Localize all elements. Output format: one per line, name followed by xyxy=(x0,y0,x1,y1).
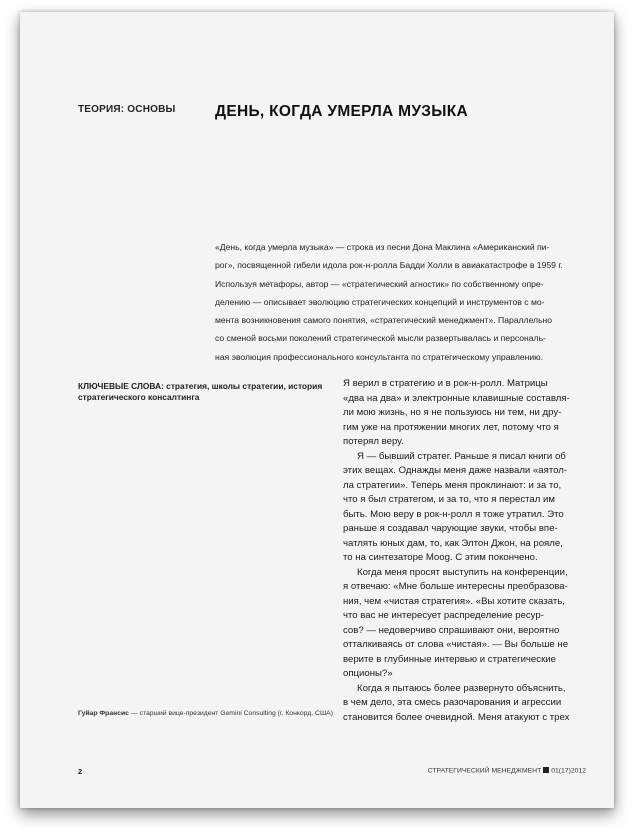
lede-line: ная эволюция профессионального консультанта по стратегическому управлению. xyxy=(215,351,544,362)
body-line: потерял веру. xyxy=(343,436,404,447)
body-line: этих вещах. Однажды меня даже назвали «аятол- xyxy=(343,465,568,476)
author-note xyxy=(78,710,333,717)
body-line: Когда я пытаюсь более развернуто объяснить, xyxy=(357,682,566,694)
body-line: «два на два» и электронные клавишные составля- xyxy=(343,392,570,404)
body-line: Когда меня просят выступить на конференции, xyxy=(357,566,568,578)
author-role: — старший вице-президент Gemini Consulting (г. Конкорд, США) xyxy=(128,710,333,717)
article-lede xyxy=(215,238,610,366)
body-line: то на синтезаторе Moog. С этим покончено. xyxy=(343,552,538,563)
section-label: ТЕОРИЯ: ОСНОВЫ xyxy=(78,104,176,115)
body-line: Я — бывший стратег. Раньше я писал книги об xyxy=(357,450,566,462)
lede-line: рог», посвященной гибели идола рок-н-ролла Бадди Холли в авиакатастрофе в 1959 г. xyxy=(215,260,563,271)
lede-line: со сменой восьми поколений стратегической мысли развертывалась и персональ- xyxy=(215,333,546,344)
body-line: Я верил в стратегию и в рок-н-ролл. Матрицы xyxy=(343,378,548,389)
body-line: ла стратегии». Теперь меня проклинают: и за то, xyxy=(343,479,562,491)
body-line: ния, чем «чистая стратегия». «Вы хотите сказать, xyxy=(343,595,565,607)
body-line: что я был стратегом, и за то, что я перестал им xyxy=(343,494,555,505)
body-line: становится более очевидной. Меня атакуют с трех xyxy=(343,711,570,723)
article-body xyxy=(343,377,613,725)
article-title: ДЕНЬ, КОГДА УМЕРЛА МУЗЫКА xyxy=(215,103,469,120)
body-line: гим уже на протяжении многих лет, потому что я xyxy=(343,421,559,433)
keywords: КЛЮЧЕВЫЕ СЛОВА: стратегия, школы стратегии, история стратегического консалтинга xyxy=(78,381,323,402)
square-separator-icon xyxy=(543,767,549,773)
lede-line: «День, когда умерла музыка» — строка из песни Дона Маклина «Американский пи- xyxy=(215,242,550,252)
lede-line: Используя метафоры, автор — «стратегический агностик» по собственному опре- xyxy=(215,278,544,289)
body-line: ли мою жизнь, но я не пользуюсь ни тем, ни дру- xyxy=(343,407,562,418)
body-line: я отвечаю: «Мне больше интересны преобразова- xyxy=(343,581,568,592)
page-number: 2 xyxy=(78,767,83,776)
magazine-page xyxy=(20,12,614,808)
body-line: отталкиваясь от слова «чистая». — Вы больше не xyxy=(343,639,569,650)
journal-name: СТРАТЕГИЧЕСКИЙ МЕНЕДЖМЕНТ xyxy=(427,767,542,775)
body-line: в чем дело, эта смесь разочарования и агрессии xyxy=(343,697,562,708)
body-line: быть. Мою веру в рок-н-ролл я тоже утратил. Это xyxy=(343,508,564,520)
author-name: Гуйар Франсис xyxy=(78,710,129,717)
journal-footer xyxy=(428,767,586,775)
lede-line: мента возникновения самого понятия, «стратегический менеджмент». Параллельно xyxy=(215,315,553,326)
body-line: опционы?» xyxy=(343,668,393,679)
body-line: сов? — недоверчиво спрашивают они, вероятно xyxy=(343,624,560,636)
body-line: что вас не интересует распределение ресур- xyxy=(343,610,544,621)
lede-line: делению — описывает эволюцию стратегических концепций и инструментов с мо- xyxy=(215,296,545,307)
body-line: верите в глубинные интервью и стратегические xyxy=(343,653,556,665)
body-line: раньше я создавал чарующие звуки, чтобы впе- xyxy=(343,523,558,534)
body-line: чатлять юных дам, то, как Элтон Джон, на рояле, xyxy=(343,537,563,549)
journal-issue: 01(17)2012 xyxy=(551,767,586,775)
